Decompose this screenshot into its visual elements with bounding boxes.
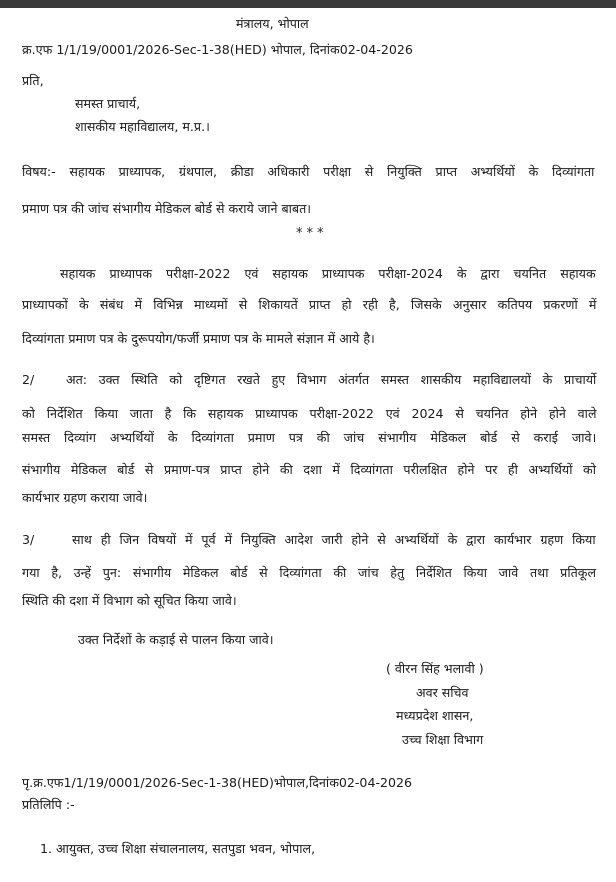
prati-label: प्रति, xyxy=(22,73,44,88)
addressee-line-1: समस्त प्राचार्य, xyxy=(75,96,141,111)
para2-line-2: को निर्देशित किया जाता है कि सहायक प्राध्यापक परीक्षा-2022 एवं 2024 से चयनित होने होने वाले xyxy=(22,406,597,421)
subject-line-2: प्रमाण पत्र की जांच संभागीय मेडिकल बोर्ड से कराये जाने बाबत। xyxy=(22,201,312,216)
signatory-department: उच्च शिक्षा विभाग xyxy=(402,732,484,747)
top-edge-bar xyxy=(0,0,616,8)
para3-line-2: गया है, उन्हें पुन: संभागीय मेडिकल बोर्ड से दिव्यांगता की जांच हेतु निर्देशित किया जावे तथा प्रतिकूल xyxy=(22,565,596,580)
para3-line-1: साथ ही जिन विषयों में पूर्व में नियुक्ति आदेश जारी होने से अभ्यर्थियों के द्वारा कार्यभार ग्रहण किया xyxy=(72,532,596,547)
para3-number: 3/ xyxy=(22,532,35,547)
signatory-government: मध्यप्रदेश शासन, xyxy=(396,708,474,723)
signatory-designation: अवर सचिव xyxy=(416,685,469,700)
copy-list-item: 1. आयुक्त, उच्च शिक्षा संचालनालय, सतपुडा भवन, भोपाल, xyxy=(40,841,316,856)
addressee-line-2: शासकीय महाविद्यालय, म.प्र.। xyxy=(75,119,210,134)
para1-line-3: दिव्यांगता प्रमाण पत्र के दुरूपयोग/फर्जी प्रमाण पत्र के मामले संज्ञान में आये है। xyxy=(22,331,375,346)
para2-line-3: समस्त दिव्यांग अभ्यर्थियों के दिव्यांगता प्रमाण पत्र की जांच संभागीय मेडिकल बोर्ड से कराई जावे। xyxy=(22,430,597,445)
para2-line-1: अत: उक्त स्थिति को दृष्टिगत रखते हुए विभाग अंतर्गत समस्त शासकीय महाविद्यालयों के प्राचार्यो xyxy=(66,372,597,387)
para3-line-3: स्थिति की दशा में विभाग को सूचित किया जावे। xyxy=(22,593,237,608)
para2-line-4: संभागीय मेडिकल बोर्ड से प्रमाण-पत्र प्राप्त होने की दशा में दिव्यांगता परीलक्षित होने पर ही अभ्यर्थियों को xyxy=(22,462,596,477)
reference-number: क्र.एफ 1/1/19/0001/2026-Sec-1-38(HED) भोपाल, दिनांक02-04-2026 xyxy=(22,42,413,57)
para2-line-5: कार्यभार ग्रहण कराया जावे। xyxy=(22,490,148,505)
para1-line-1: सहायक प्राध्यापक परीक्षा-2022 एवं सहायक प्राध्यापक परीक्षा-2024 के द्वारा चयनित सहायक xyxy=(60,266,596,281)
closing-line: उक्त निर्देशों के कड़ाई से पालन किया जावे। xyxy=(78,632,274,647)
office-line: मंत्रालय, भोपाल xyxy=(236,16,309,31)
separator-stars: *** xyxy=(296,226,328,241)
endorsement-reference: पृ.क्र.एफ1/1/19/0001/2026-Sec-1-38(HED)भोपाल,दिनांक02-04-2026 xyxy=(22,775,413,790)
copy-label: प्रतिलिपि :- xyxy=(22,797,75,812)
signatory-name: ( वीरन सिंह भलावी ) xyxy=(386,661,484,676)
para2-number: 2/ xyxy=(22,372,35,387)
subject-line-1: विषय:- सहायक प्राध्यापक, ग्रंथपाल, क्रीडा अधिकारी परीक्षा से नियुक्ति प्राप्त अभ्यर्थियों के दिव्यांगता xyxy=(22,164,595,179)
para1-line-2: प्राध्यापकों के संबंध में विभिन्न माध्यमों से शिकायतें प्राप्त हो रही है, जिसके अनुसार कतिपय प्रकरणों में xyxy=(22,297,597,312)
